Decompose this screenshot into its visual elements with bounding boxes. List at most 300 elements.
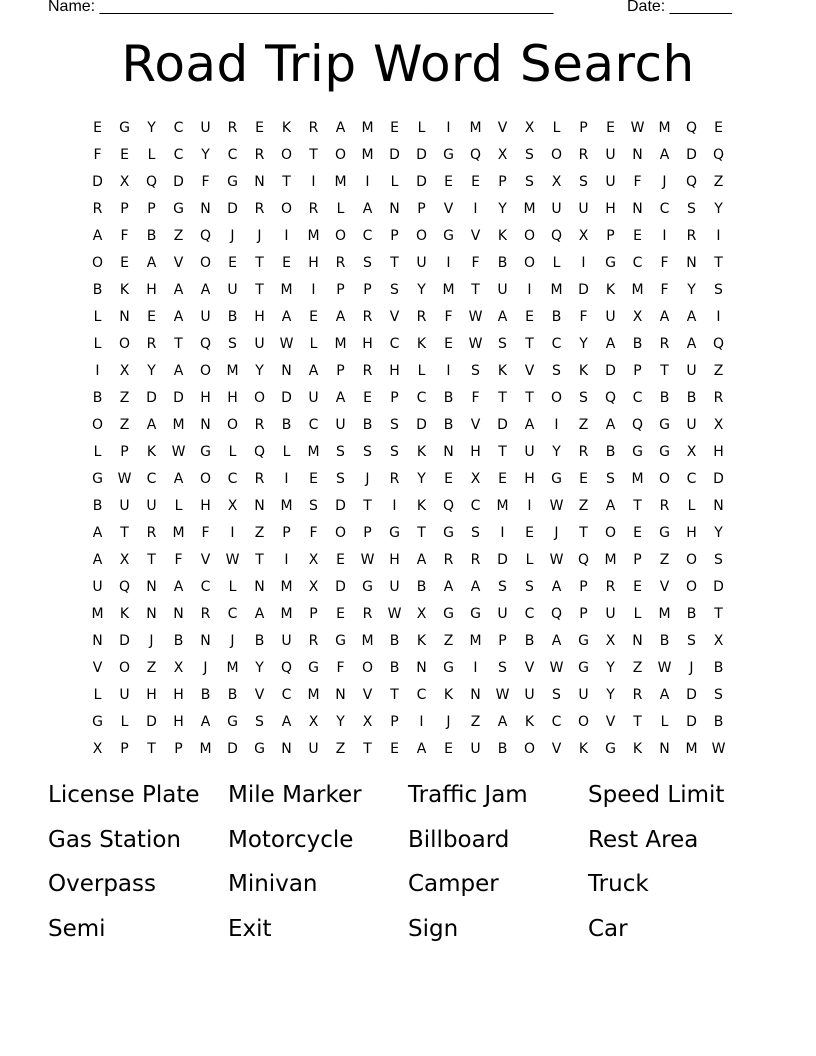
grid-letter[interactable]: G	[659, 524, 670, 541]
grid-letter[interactable]: B	[713, 713, 724, 730]
grid-letter[interactable]: R	[308, 119, 319, 136]
grid-letter[interactable]: B	[524, 632, 535, 649]
grid-letter[interactable]: N	[632, 146, 643, 163]
grid-letter[interactable]: H	[389, 551, 400, 568]
grid-letter[interactable]: W	[360, 551, 375, 568]
grid-letter[interactable]: S	[606, 470, 615, 487]
grid-letter[interactable]: X	[524, 119, 535, 136]
grid-letter[interactable]: M	[496, 497, 509, 514]
grid-letter[interactable]: T	[147, 740, 156, 757]
grid-letter[interactable]: R	[578, 146, 589, 163]
grid-letter[interactable]: U	[551, 200, 562, 217]
grid-letter[interactable]: D	[335, 497, 346, 514]
grid-letter[interactable]: M	[523, 200, 536, 217]
grid-letter[interactable]: M	[334, 173, 347, 190]
grid-letter[interactable]: K	[605, 281, 616, 298]
grid-letter[interactable]: I	[446, 254, 451, 271]
grid-letter[interactable]: T	[255, 281, 264, 298]
grid-letter[interactable]: P	[336, 281, 345, 298]
grid-letter[interactable]: S	[687, 632, 696, 649]
grid-letter[interactable]: E	[147, 308, 156, 325]
grid-letter[interactable]: S	[687, 200, 696, 217]
grid-letter[interactable]: B	[443, 416, 454, 433]
grid-letter[interactable]: A	[308, 362, 319, 379]
grid-letter[interactable]: O	[199, 470, 212, 487]
grid-letter[interactable]: E	[336, 605, 345, 622]
grid-letter[interactable]: Z	[632, 659, 643, 676]
grid-letter[interactable]: H	[173, 686, 184, 703]
grid-letter[interactable]: F	[633, 173, 642, 190]
grid-letter[interactable]: U	[524, 686, 535, 703]
grid-letter[interactable]: R	[92, 200, 103, 217]
grid-letter[interactable]: Y	[687, 281, 696, 298]
grid-letter[interactable]: B	[146, 227, 157, 244]
grid-letter[interactable]: N	[254, 578, 265, 595]
grid-letter[interactable]: T	[282, 173, 291, 190]
grid-letter[interactable]: F	[120, 227, 129, 244]
grid-letter[interactable]: A	[659, 686, 670, 703]
grid-letter[interactable]: Q	[550, 605, 563, 622]
grid-letter[interactable]: D	[281, 389, 292, 406]
grid-letter[interactable]: B	[227, 308, 238, 325]
grid-letter[interactable]: L	[93, 443, 102, 460]
grid-letter[interactable]: R	[254, 146, 265, 163]
grid-letter[interactable]: M	[631, 281, 644, 298]
grid-letter[interactable]: Q	[199, 335, 212, 352]
grid-letter[interactable]: Y	[147, 362, 156, 379]
grid-letter[interactable]: X	[173, 659, 184, 676]
grid-letter[interactable]: L	[525, 551, 534, 568]
grid-letter[interactable]: G	[362, 578, 373, 595]
grid-letter[interactable]: G	[335, 632, 346, 649]
grid-letter[interactable]: V	[659, 578, 670, 595]
grid-letter[interactable]: B	[389, 659, 400, 676]
grid-letter[interactable]: E	[444, 173, 453, 190]
grid-letter[interactable]: Q	[199, 227, 212, 244]
grid-letter[interactable]: E	[309, 308, 318, 325]
grid-letter[interactable]: G	[200, 443, 211, 460]
grid-letter[interactable]: A	[497, 308, 508, 325]
grid-letter[interactable]: J	[554, 524, 559, 541]
grid-letter[interactable]: D	[119, 632, 130, 649]
grid-letter[interactable]: E	[228, 254, 237, 271]
grid-letter[interactable]: G	[443, 146, 454, 163]
grid-letter[interactable]: E	[444, 335, 453, 352]
grid-letter[interactable]: B	[389, 632, 400, 649]
grid-letter[interactable]: G	[443, 227, 454, 244]
grid-letter[interactable]: Z	[119, 389, 130, 406]
grid-letter[interactable]: P	[579, 119, 588, 136]
grid-letter[interactable]: D	[227, 200, 238, 217]
grid-letter[interactable]: T	[660, 362, 669, 379]
grid-letter[interactable]: Y	[606, 659, 615, 676]
grid-letter[interactable]: G	[173, 200, 184, 217]
grid-letter[interactable]: A	[416, 740, 427, 757]
grid-letter[interactable]: I	[392, 497, 397, 514]
grid-letter[interactable]: C	[227, 605, 238, 622]
grid-letter[interactable]: N	[281, 740, 292, 757]
grid-letter[interactable]: V	[443, 200, 454, 217]
grid-letter[interactable]: A	[497, 713, 508, 730]
grid-letter[interactable]: L	[228, 443, 237, 460]
grid-letter[interactable]: F	[579, 308, 588, 325]
grid-letter[interactable]: F	[93, 146, 102, 163]
grid-letter[interactable]: F	[444, 308, 453, 325]
grid-letter[interactable]: U	[308, 740, 319, 757]
grid-letter[interactable]: R	[254, 416, 265, 433]
grid-letter[interactable]: Q	[685, 119, 698, 136]
grid-letter[interactable]: S	[714, 686, 723, 703]
grid-letter[interactable]: V	[470, 416, 481, 433]
grid-letter[interactable]: N	[200, 200, 211, 217]
grid-letter[interactable]: G	[443, 605, 454, 622]
grid-letter[interactable]: D	[389, 146, 400, 163]
grid-letter[interactable]: I	[473, 200, 478, 217]
grid-letter[interactable]: P	[498, 173, 507, 190]
grid-letter[interactable]: D	[335, 578, 346, 595]
grid-letter[interactable]: O	[685, 578, 698, 595]
grid-letter[interactable]: K	[524, 713, 535, 730]
grid-letter[interactable]: W	[495, 686, 510, 703]
grid-letter[interactable]: S	[471, 524, 480, 541]
grid-letter[interactable]: W	[468, 335, 483, 352]
grid-letter[interactable]: T	[714, 605, 723, 622]
grid-letter[interactable]: T	[390, 686, 399, 703]
grid-letter[interactable]: P	[498, 632, 507, 649]
grid-letter[interactable]: P	[633, 551, 642, 568]
grid-letter[interactable]: A	[281, 713, 292, 730]
grid-letter[interactable]: O	[577, 713, 590, 730]
grid-letter[interactable]: R	[200, 605, 211, 622]
grid-letter[interactable]: O	[604, 524, 617, 541]
grid-letter[interactable]: X	[713, 416, 724, 433]
grid-letter[interactable]: A	[173, 470, 184, 487]
grid-letter[interactable]: U	[119, 497, 130, 514]
grid-letter[interactable]: U	[524, 443, 535, 460]
grid-letter[interactable]: U	[605, 173, 616, 190]
grid-letter[interactable]: C	[389, 335, 400, 352]
grid-letter[interactable]: Y	[552, 443, 561, 460]
grid-letter[interactable]: I	[554, 416, 559, 433]
grid-letter[interactable]: S	[525, 578, 534, 595]
grid-letter[interactable]: E	[633, 524, 642, 541]
grid-letter[interactable]: P	[174, 740, 183, 757]
grid-letter[interactable]: M	[469, 119, 482, 136]
grid-letter[interactable]: M	[307, 227, 320, 244]
grid-letter[interactable]: L	[120, 713, 129, 730]
grid-letter[interactable]: N	[389, 200, 400, 217]
grid-letter[interactable]: F	[660, 254, 669, 271]
grid-letter[interactable]: B	[605, 443, 616, 460]
grid-letter[interactable]: L	[687, 497, 696, 514]
grid-letter[interactable]: F	[309, 524, 318, 541]
grid-letter[interactable]: I	[365, 173, 370, 190]
grid-letter[interactable]: S	[525, 146, 534, 163]
grid-letter[interactable]: Y	[336, 713, 345, 730]
grid-letter[interactable]: U	[470, 740, 481, 757]
grid-letter[interactable]: R	[713, 389, 724, 406]
grid-letter[interactable]: O	[199, 254, 212, 271]
grid-letter[interactable]: C	[551, 713, 562, 730]
grid-letter[interactable]: D	[713, 578, 724, 595]
grid-letter[interactable]: A	[281, 308, 292, 325]
grid-letter[interactable]: I	[581, 254, 586, 271]
grid-letter[interactable]: L	[282, 443, 291, 460]
grid-letter[interactable]: X	[497, 146, 508, 163]
grid-letter[interactable]: G	[605, 740, 616, 757]
grid-letter[interactable]: C	[173, 119, 184, 136]
grid-letter[interactable]: S	[363, 254, 372, 271]
grid-letter[interactable]: D	[227, 740, 238, 757]
grid-letter[interactable]: O	[118, 335, 131, 352]
grid-letter[interactable]: K	[416, 497, 427, 514]
grid-letter[interactable]: C	[227, 146, 238, 163]
grid-letter[interactable]: I	[716, 227, 721, 244]
grid-letter[interactable]: Y	[417, 470, 426, 487]
grid-letter[interactable]: D	[146, 389, 157, 406]
grid-letter[interactable]: H	[362, 335, 373, 352]
grid-letter[interactable]: X	[578, 227, 589, 244]
grid-letter[interactable]: R	[308, 632, 319, 649]
grid-letter[interactable]: T	[174, 335, 183, 352]
grid-letter[interactable]: K	[578, 740, 589, 757]
grid-letter[interactable]: U	[335, 416, 346, 433]
grid-letter[interactable]: I	[527, 281, 532, 298]
grid-letter[interactable]: G	[659, 443, 670, 460]
grid-letter[interactable]: N	[443, 443, 454, 460]
grid-letter[interactable]: B	[92, 389, 103, 406]
grid-letter[interactable]: P	[309, 605, 318, 622]
grid-letter[interactable]: U	[308, 389, 319, 406]
grid-letter[interactable]: P	[120, 740, 129, 757]
grid-letter[interactable]: V	[92, 659, 103, 676]
grid-letter[interactable]: E	[93, 119, 102, 136]
grid-letter[interactable]: C	[470, 497, 481, 514]
grid-letter[interactable]: G	[227, 173, 238, 190]
grid-letter[interactable]: T	[525, 335, 534, 352]
grid-letter[interactable]: W	[117, 470, 132, 487]
grid-letter[interactable]: R	[254, 200, 265, 217]
grid-letter[interactable]: E	[390, 740, 399, 757]
grid-letter[interactable]: T	[633, 713, 642, 730]
grid-letter[interactable]: Q	[577, 551, 590, 568]
grid-letter[interactable]: R	[227, 119, 238, 136]
grid-letter[interactable]: U	[578, 686, 589, 703]
grid-letter[interactable]: K	[119, 605, 130, 622]
grid-letter[interactable]: Z	[146, 659, 157, 676]
grid-letter[interactable]: M	[658, 119, 671, 136]
grid-letter[interactable]: A	[551, 632, 562, 649]
grid-letter[interactable]: R	[308, 200, 319, 217]
grid-letter[interactable]: I	[446, 119, 451, 136]
grid-letter[interactable]: T	[363, 740, 372, 757]
grid-letter[interactable]: D	[578, 281, 589, 298]
grid-letter[interactable]: O	[523, 740, 536, 757]
grid-letter[interactable]: D	[713, 470, 724, 487]
grid-letter[interactable]: R	[632, 686, 643, 703]
grid-letter[interactable]: W	[711, 740, 726, 757]
grid-letter[interactable]: B	[173, 632, 184, 649]
grid-letter[interactable]: S	[390, 416, 399, 433]
grid-letter[interactable]: H	[470, 443, 481, 460]
grid-letter[interactable]: M	[658, 605, 671, 622]
grid-letter[interactable]: R	[443, 551, 454, 568]
grid-letter[interactable]: U	[200, 119, 211, 136]
grid-letter[interactable]: O	[253, 389, 266, 406]
grid-letter[interactable]: I	[311, 281, 316, 298]
grid-letter[interactable]: X	[119, 551, 130, 568]
grid-letter[interactable]: J	[203, 659, 208, 676]
grid-letter[interactable]: Y	[417, 281, 426, 298]
grid-letter[interactable]: U	[281, 632, 292, 649]
grid-letter[interactable]: L	[228, 578, 237, 595]
grid-letter[interactable]: U	[389, 578, 400, 595]
grid-letter[interactable]: N	[686, 254, 697, 271]
grid-letter[interactable]: T	[498, 443, 507, 460]
grid-letter[interactable]: B	[713, 659, 724, 676]
grid-letter[interactable]: D	[686, 146, 697, 163]
grid-letter[interactable]: P	[282, 524, 291, 541]
grid-letter[interactable]: M	[604, 551, 617, 568]
grid-letter[interactable]: M	[172, 524, 185, 541]
grid-letter[interactable]: Q	[118, 578, 131, 595]
grid-letter[interactable]: D	[605, 362, 616, 379]
grid-letter[interactable]: N	[659, 740, 670, 757]
grid-letter[interactable]: S	[579, 389, 588, 406]
grid-letter[interactable]: L	[660, 713, 669, 730]
grid-letter[interactable]: D	[416, 146, 427, 163]
grid-letter[interactable]: B	[659, 389, 670, 406]
grid-letter[interactable]: I	[311, 173, 316, 190]
grid-letter[interactable]: D	[416, 173, 427, 190]
grid-letter[interactable]: K	[632, 740, 643, 757]
grid-letter[interactable]: U	[605, 146, 616, 163]
grid-letter[interactable]: A	[416, 551, 427, 568]
grid-letter[interactable]: O	[334, 524, 347, 541]
grid-letter[interactable]: X	[308, 578, 319, 595]
grid-letter[interactable]: Q	[631, 416, 644, 433]
grid-letter[interactable]: Z	[578, 416, 589, 433]
grid-letter[interactable]: A	[146, 416, 157, 433]
grid-letter[interactable]: Y	[255, 659, 264, 676]
grid-letter[interactable]: N	[632, 632, 643, 649]
grid-letter[interactable]: A	[335, 308, 346, 325]
grid-letter[interactable]: A	[146, 254, 157, 271]
grid-letter[interactable]: W	[171, 443, 186, 460]
grid-letter[interactable]: F	[660, 281, 669, 298]
grid-letter[interactable]: X	[92, 740, 103, 757]
grid-letter[interactable]: D	[173, 173, 184, 190]
grid-letter[interactable]: T	[471, 281, 480, 298]
grid-letter[interactable]: O	[280, 200, 293, 217]
grid-letter[interactable]: P	[579, 578, 588, 595]
grid-letter[interactable]: P	[120, 200, 129, 217]
grid-letter[interactable]: M	[631, 470, 644, 487]
grid-letter[interactable]: S	[714, 281, 723, 298]
grid-letter[interactable]: M	[361, 146, 374, 163]
grid-letter[interactable]: J	[365, 470, 370, 487]
grid-letter[interactable]: U	[146, 497, 157, 514]
grid-letter[interactable]: Y	[498, 200, 507, 217]
grid-letter[interactable]: W	[468, 308, 483, 325]
grid-letter[interactable]: L	[336, 200, 345, 217]
grid-letter[interactable]: U	[119, 686, 130, 703]
grid-letter[interactable]: W	[279, 335, 294, 352]
grid-letter[interactable]: Z	[443, 632, 454, 649]
grid-letter[interactable]: M	[280, 497, 293, 514]
grid-letter[interactable]: E	[471, 173, 480, 190]
grid-letter[interactable]: X	[605, 632, 616, 649]
grid-letter[interactable]: B	[443, 389, 454, 406]
grid-letter[interactable]: O	[334, 227, 347, 244]
grid-letter[interactable]: G	[443, 524, 454, 541]
grid-letter[interactable]: H	[524, 470, 535, 487]
grid-letter[interactable]: D	[497, 416, 508, 433]
grid-letter[interactable]: N	[470, 686, 481, 703]
grid-letter[interactable]: B	[497, 740, 508, 757]
grid-letter[interactable]: X	[632, 308, 643, 325]
grid-letter[interactable]: O	[280, 146, 293, 163]
grid-letter[interactable]: W	[657, 659, 672, 676]
grid-letter[interactable]: X	[470, 470, 481, 487]
grid-letter[interactable]: Q	[280, 659, 293, 676]
grid-letter[interactable]: E	[336, 551, 345, 568]
grid-letter[interactable]: V	[605, 713, 616, 730]
grid-letter[interactable]: A	[173, 281, 184, 298]
grid-letter[interactable]: O	[226, 416, 239, 433]
grid-letter[interactable]: D	[416, 416, 427, 433]
grid-letter[interactable]: K	[416, 443, 427, 460]
grid-letter[interactable]: I	[284, 470, 289, 487]
grid-letter[interactable]: M	[280, 605, 293, 622]
grid-letter[interactable]: L	[147, 146, 156, 163]
grid-letter[interactable]: R	[146, 524, 157, 541]
grid-letter[interactable]: T	[579, 524, 588, 541]
grid-letter[interactable]: B	[281, 416, 292, 433]
grid-letter[interactable]: X	[686, 443, 697, 460]
grid-letter[interactable]: K	[416, 632, 427, 649]
grid-letter[interactable]: E	[606, 119, 615, 136]
grid-letter[interactable]: I	[662, 227, 667, 244]
grid-letter[interactable]: B	[686, 389, 697, 406]
grid-letter[interactable]: P	[363, 524, 372, 541]
grid-letter[interactable]: I	[446, 362, 451, 379]
grid-letter[interactable]: M	[307, 443, 320, 460]
grid-letter[interactable]: V	[389, 308, 400, 325]
grid-letter[interactable]: S	[498, 659, 507, 676]
grid-letter[interactable]: P	[363, 281, 372, 298]
grid-letter[interactable]: B	[254, 632, 265, 649]
grid-letter[interactable]: C	[362, 227, 373, 244]
grid-letter[interactable]: A	[173, 362, 184, 379]
grid-letter[interactable]: C	[146, 470, 157, 487]
grid-letter[interactable]: H	[146, 686, 157, 703]
grid-letter[interactable]: D	[146, 713, 157, 730]
grid-letter[interactable]: J	[149, 632, 154, 649]
grid-letter[interactable]: N	[119, 308, 130, 325]
grid-letter[interactable]: H	[227, 389, 238, 406]
grid-letter[interactable]: F	[336, 659, 345, 676]
grid-letter[interactable]: M	[280, 578, 293, 595]
grid-letter[interactable]: L	[552, 119, 561, 136]
grid-letter[interactable]: Q	[712, 146, 725, 163]
grid-letter[interactable]: U	[497, 281, 508, 298]
grid-letter[interactable]: P	[579, 605, 588, 622]
grid-letter[interactable]: S	[390, 281, 399, 298]
grid-letter[interactable]: R	[686, 227, 697, 244]
grid-letter[interactable]: M	[307, 686, 320, 703]
grid-letter[interactable]: O	[523, 254, 536, 271]
